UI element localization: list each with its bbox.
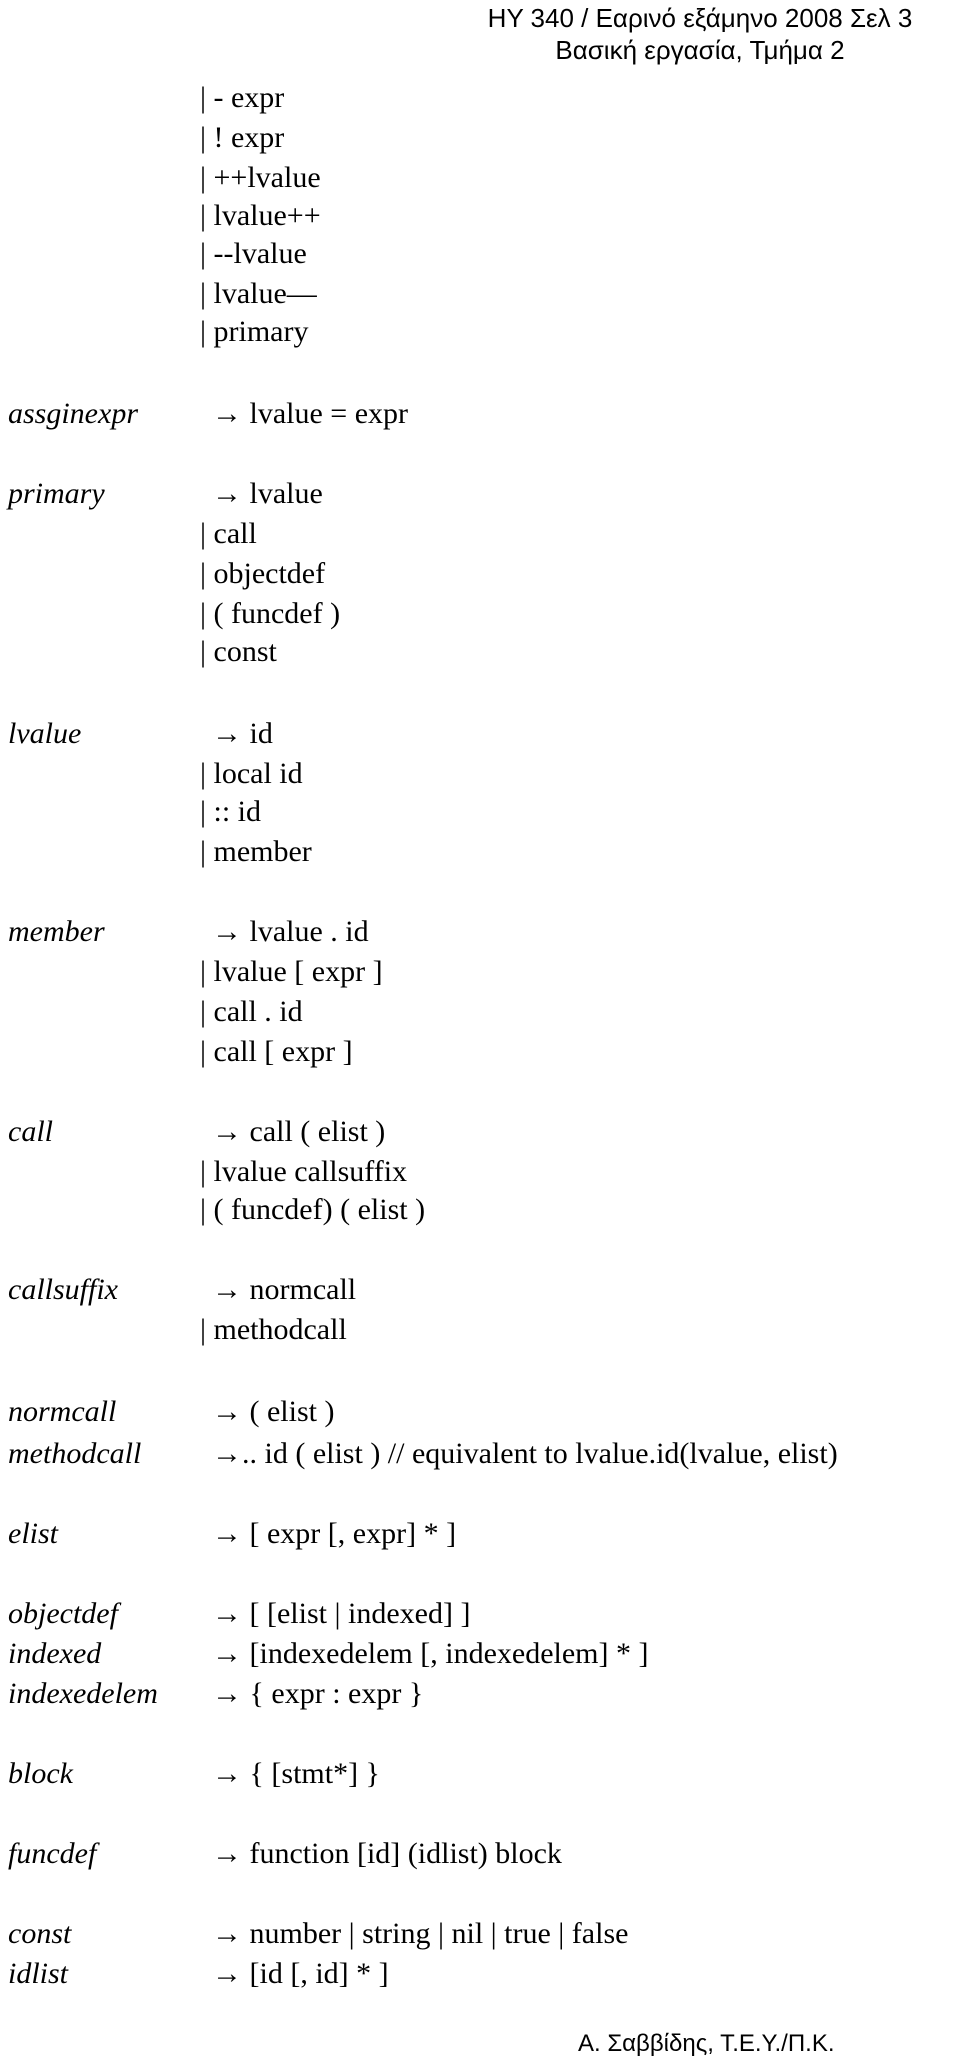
rule-name: callsuffix (8, 1273, 118, 1306)
rule-production: → [id [, id] * ] (212, 1957, 389, 1990)
rule-production: → [ [elist | indexed] ] (212, 1597, 471, 1630)
rule-production: → [indexedelem [, indexedelem] * ] (212, 1637, 649, 1670)
rule-name: normcall (8, 1395, 117, 1428)
rule-production: | local id (200, 757, 303, 790)
rule-production: → number | string | nil | true | false (212, 1917, 629, 1950)
rule-production: | primary (200, 315, 309, 348)
rule-production: →.. id ( elist ) // equivalent to lvalue.id(lvalue, elist) (212, 1437, 838, 1470)
page-header (440, 2, 960, 66)
rule-production: | ++lvalue (200, 161, 321, 194)
rule-production: | call (200, 517, 257, 550)
rule-name: lvalue (8, 717, 82, 750)
rule-name: member (8, 915, 105, 948)
rule-production: | lvalue++ (200, 199, 321, 232)
rule-name: objectdef (8, 1597, 118, 1630)
rule-production: → ( elist ) (212, 1395, 335, 1428)
rule-production: | objectdef (200, 557, 326, 590)
rule-production: → call ( elist ) (212, 1115, 386, 1148)
rule-production: → [ expr [, expr] * ] (212, 1517, 457, 1550)
rule-production: → { expr : expr } (212, 1677, 424, 1710)
rule-production: | member (200, 835, 312, 868)
rule-production: → id (212, 717, 273, 750)
rule-production: | const (200, 635, 277, 668)
rule-production: → normcall (212, 1273, 357, 1306)
rule-production: → lvalue (212, 477, 323, 510)
rule-production: | lvalue callsuffix (200, 1155, 408, 1188)
rule-production: → function [id] (idlist) block (212, 1837, 562, 1870)
rule-name: assginexpr (8, 397, 138, 430)
rule-name: primary (8, 477, 105, 510)
rule-production: | ! expr (200, 121, 285, 154)
rule-production: | lvalue— (200, 277, 317, 310)
rule-name: call (8, 1115, 53, 1148)
rule-production: | ( funcdef) ( elist ) (200, 1193, 426, 1226)
rule-name: const (8, 1917, 72, 1950)
rule-name: methodcall (8, 1437, 142, 1470)
rule-name: idlist (8, 1957, 69, 1990)
rule-name: indexed (8, 1637, 102, 1670)
rule-name: block (8, 1757, 73, 1790)
rule-production: | - expr (200, 81, 285, 114)
rule-name: indexedelem (8, 1677, 158, 1710)
rule-name: funcdef (8, 1837, 97, 1870)
rule-production: | :: id (200, 795, 262, 828)
rule-production: | call . id (200, 995, 303, 1028)
rule-name: elist (8, 1517, 58, 1550)
header-line-1: ΗΥ 340 / Εαρινό εξάμηνο 2008 Σελ 3 (487, 3, 913, 33)
rule-production: | ( funcdef ) (200, 597, 341, 630)
header-line-2: Βασική εργασία, Τμήμα 2 (555, 35, 845, 65)
rule-production: | --lvalue (200, 237, 307, 270)
rule-production: → { [stmt*] } (212, 1757, 380, 1790)
rule-production: | methodcall (200, 1313, 347, 1346)
rule-production: | call [ expr ] (200, 1035, 353, 1068)
rule-production: | lvalue [ expr ] (200, 955, 383, 988)
rule-production: → lvalue . id (212, 915, 369, 948)
rule-production: → lvalue = expr (212, 397, 409, 430)
page-footer: Α. Σαββίδης, Τ.Ε.Υ./Π.Κ. (578, 2030, 835, 2057)
